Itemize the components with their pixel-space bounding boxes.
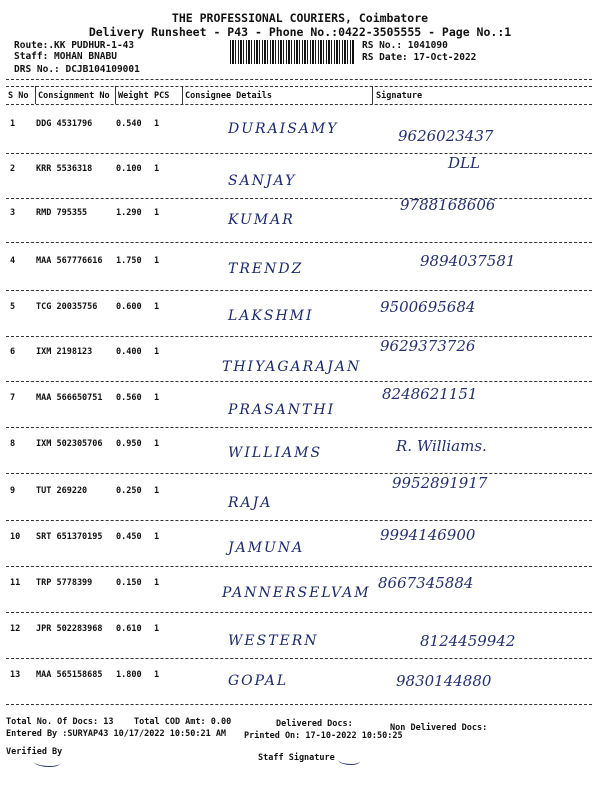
row-sno: 10 <box>10 532 21 542</box>
row-divider <box>6 153 592 154</box>
row-consignment: JPR 502283968 <box>36 624 103 634</box>
row-consignee-name: LAKSHMI <box>228 308 314 324</box>
printed-on: Printed On: 17-10-2022 10:50:25 <box>244 731 403 741</box>
row-signature: 9626023437 <box>398 127 494 145</box>
row-divider <box>6 242 592 243</box>
row-consignment: TUT 269220 <box>36 486 88 496</box>
verified-by: Verified By <box>6 747 63 757</box>
row-weight: 0.950 <box>116 439 142 449</box>
row-sno: 12 <box>10 624 21 634</box>
row-consignment: TCG 20035756 <box>36 302 98 312</box>
rs-date: RS Date: 17-Oct-2022 <box>362 52 477 63</box>
row-pcs: 1 <box>154 670 160 680</box>
row-divider <box>6 198 592 199</box>
entered-by: Entered By :SURYAP43 10/17/2022 10:50:21 AM <box>6 729 227 739</box>
row-signature: 8248621151 <box>382 385 478 403</box>
row-signature: R. Williams. <box>396 437 487 455</box>
rs-number: RS No.: 1041090 <box>362 40 448 51</box>
row-consignee-name: DURAISAMY <box>228 121 339 137</box>
row-consignee-name: WESTERN <box>228 633 319 649</box>
row-consignment: KRR 5536318 <box>36 164 93 174</box>
col-signature: Signature <box>376 91 423 101</box>
row-weight: 1.750 <box>116 256 142 266</box>
row-pcs: 1 <box>154 532 160 542</box>
row-pcs: 1 <box>154 302 160 312</box>
row-weight: 0.250 <box>116 486 142 496</box>
row-sno: 4 <box>10 256 16 266</box>
row-consignee-name: PRASANTHI <box>228 402 336 418</box>
col-pcs: PCS <box>154 91 170 101</box>
row-consignee-name: PANNERSELVAM <box>222 585 371 601</box>
column-divider <box>35 86 36 104</box>
row-divider <box>6 427 592 428</box>
row-sno: 8 <box>10 439 16 449</box>
row-consignee-name: KUMAR <box>228 212 295 228</box>
row-signature: 9500695684 <box>380 298 476 316</box>
row-consignment: TRP 5778399 <box>36 578 93 588</box>
row-signature: DLL <box>448 154 480 172</box>
column-divider <box>115 86 116 104</box>
column-divider <box>372 86 373 104</box>
non-delivered-docs: Non Delivered Docs: <box>390 723 488 733</box>
col-consignment: Consignment No <box>38 91 110 101</box>
row-divider <box>6 566 592 567</box>
total-cod: Total COD Amt: 0.00 <box>134 717 232 727</box>
col-consignee: Consignee Details <box>185 91 272 101</box>
row-pcs: 1 <box>154 164 160 174</box>
row-pcs: 1 <box>154 439 160 449</box>
col-weight: Weight <box>118 91 149 101</box>
row-consignee-name: SANJAY <box>228 173 297 189</box>
row-divider <box>6 473 592 474</box>
row-signature: 9830144880 <box>396 672 492 690</box>
row-sno: 3 <box>10 208 16 218</box>
row-consignment: MAA 565158685 <box>36 670 103 680</box>
row-consignee-name: WILLIAMS <box>228 445 323 461</box>
row-sno: 9 <box>10 486 16 496</box>
divider <box>6 79 592 80</box>
barcode <box>230 40 354 64</box>
row-consignment: IXM 502305706 <box>36 439 103 449</box>
col-sno: S No <box>8 91 29 101</box>
column-divider <box>182 86 183 104</box>
row-consignment: IXM 2198123 <box>36 347 93 357</box>
row-divider <box>6 290 592 291</box>
row-weight: 0.400 <box>116 347 142 357</box>
row-weight: 1.290 <box>116 208 142 218</box>
route-label: Route:.KK PUDHUR-1-43 <box>14 40 135 51</box>
row-consignee-name: JAMUNA <box>228 540 305 556</box>
delivered-docs: Delivered Docs: <box>276 719 353 729</box>
divider <box>6 104 592 105</box>
row-consignment: MAA 567776616 <box>36 256 103 266</box>
row-divider <box>6 612 592 613</box>
company-title: THE PROFESSIONAL COURIERS, Coimbatore <box>171 11 429 25</box>
row-sno: 11 <box>10 578 21 588</box>
row-pcs: 1 <box>154 119 160 129</box>
row-signature: 9894037581 <box>420 252 516 270</box>
row-weight: 0.100 <box>116 164 142 174</box>
row-signature: 8124459942 <box>420 632 516 650</box>
row-weight: 0.150 <box>116 578 142 588</box>
row-consignment: RMD 795355 <box>36 208 88 218</box>
row-pcs: 1 <box>154 347 160 357</box>
row-consignee-name: GOPAL <box>228 673 289 689</box>
row-sno: 1 <box>10 119 16 129</box>
row-sno: 7 <box>10 393 16 403</box>
row-consignment: MAA 566650751 <box>36 393 103 403</box>
row-divider <box>6 658 592 659</box>
row-weight: 0.560 <box>116 393 142 403</box>
row-weight: 0.600 <box>116 302 142 312</box>
runsheet-title: Delivery Runsheet - P43 - Phone No.:0422-3505555 - Page No.:1 <box>88 25 512 39</box>
row-divider <box>6 381 592 382</box>
row-weight: 0.610 <box>116 624 142 634</box>
row-consignment: DDG 4531796 <box>36 119 93 129</box>
row-pcs: 1 <box>154 208 160 218</box>
verifier-scribble <box>34 758 60 767</box>
row-consignee-name: TRENDZ <box>228 261 304 277</box>
row-sno: 6 <box>10 347 16 357</box>
row-divider <box>6 336 592 337</box>
row-signature: 9629373726 <box>380 337 476 355</box>
row-weight: 1.800 <box>116 670 142 680</box>
staff-scribble <box>338 756 360 765</box>
row-divider <box>6 704 592 705</box>
staff-label: Staff: MOHAN BNABU <box>14 51 117 62</box>
total-docs: Total No. Of Docs: 13 <box>6 717 114 727</box>
row-signature: 9952891917 <box>392 474 488 492</box>
row-pcs: 1 <box>154 256 160 266</box>
row-weight: 0.540 <box>116 119 142 129</box>
row-sno: 5 <box>10 302 16 312</box>
row-consignee-name: THIYAGARAJAN <box>222 359 362 375</box>
row-consignment: SRT 651370195 <box>36 532 103 542</box>
row-sno: 2 <box>10 164 16 174</box>
staff-signature-label: Staff Signature <box>258 753 335 763</box>
row-pcs: 1 <box>154 393 160 403</box>
row-weight: 0.450 <box>116 532 142 542</box>
divider <box>6 86 592 87</box>
row-signature: 9788168606 <box>400 196 496 214</box>
row-pcs: 1 <box>154 624 160 634</box>
row-pcs: 1 <box>154 578 160 588</box>
row-signature: 9994146900 <box>380 526 476 544</box>
row-consignee-name: RAJA <box>228 495 273 511</box>
row-pcs: 1 <box>154 486 160 496</box>
row-signature: 8667345884 <box>378 574 474 592</box>
drs-number: DRS No.: DCJB104109001 <box>14 64 140 75</box>
row-divider <box>6 520 592 521</box>
row-sno: 13 <box>10 670 21 680</box>
